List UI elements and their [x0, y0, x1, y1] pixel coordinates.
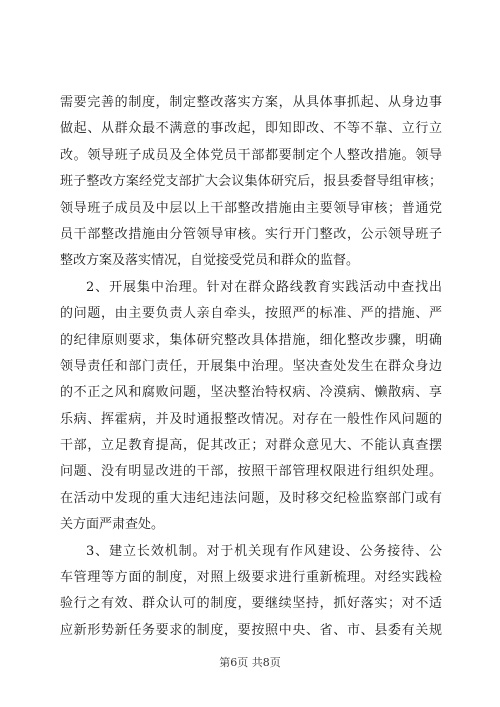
text-line: 的问题，由主要负责人亲自牵头，按照严的标准、严的措施、严: [60, 306, 442, 322]
text-line: 2、开展集中治理。针对在群众路线教育实践活动中查找出: [86, 279, 442, 295]
text-line: 干部，立足教育提高，促其改正；对群众意见大、不能认真查摆: [60, 438, 442, 454]
text-line: 关方面严肃查处。: [60, 517, 165, 533]
text-line: 乐病、挥霍病，并及时通报整改情况。对存在一般性作风问题的: [60, 411, 442, 427]
text-line: 领导责任和部门责任，开展集中治理。坚决查处发生在群众身边: [60, 358, 442, 374]
text-line: 需要完善的制度，制定整改落实方案，从具体事抓起、从身边事: [60, 95, 442, 110]
text-line: 改。领导班子成员及全体党员干部都要制定个人整改措施。领导: [60, 147, 442, 163]
text-line: 员干部整改措施由分管领导审核。实行开门整改，公示领导班子: [60, 226, 442, 242]
text-line: 问题、没有明显改进的干部，按照干部管理权限进行组织处理。: [60, 464, 442, 480]
text-line: 领导班子成员及中层以上干部整改措施由主要领导审核；普通党: [60, 200, 442, 216]
text-line: 3、建立长效机制。对于机关现有作风建设、公务接待、公: [86, 543, 442, 559]
page-footer: 第6页 共8页: [219, 656, 281, 669]
text-line: 车管理等方面的制度，对照上级要求进行重新梳理。对经实践检: [60, 570, 442, 586]
text-line: 在活动中发现的重大违纪违法问题，及时移交纪检监察部门或有: [60, 490, 442, 506]
text-line: 整改方案及落实情况，自觉接受党员和群众的监督。: [60, 253, 360, 269]
text-line: 应新形势新任务要求的制度，要按照中央、省、市、县委有关规: [60, 622, 442, 638]
text-line: 验行之有效、群众认可的制度，要继续坚持，抓好落实；对不适: [60, 596, 442, 612]
text-line: 班子整改方案经党支部扩大会议集体研究后，报县委督导组审核；: [60, 174, 442, 190]
text-line: 的不正之风和腐败问题，坚决整治特权病、冷漠病、懒散病、享: [60, 385, 442, 401]
text-line: 的纪律原则要求，集体研究整改具体措施，细化整改步骤，明确: [60, 332, 442, 348]
body-text: [60, 90, 442, 644]
text-line: 做起、从群众最不满意的事改起，即知即改、不等不靠、立行立: [60, 121, 442, 137]
